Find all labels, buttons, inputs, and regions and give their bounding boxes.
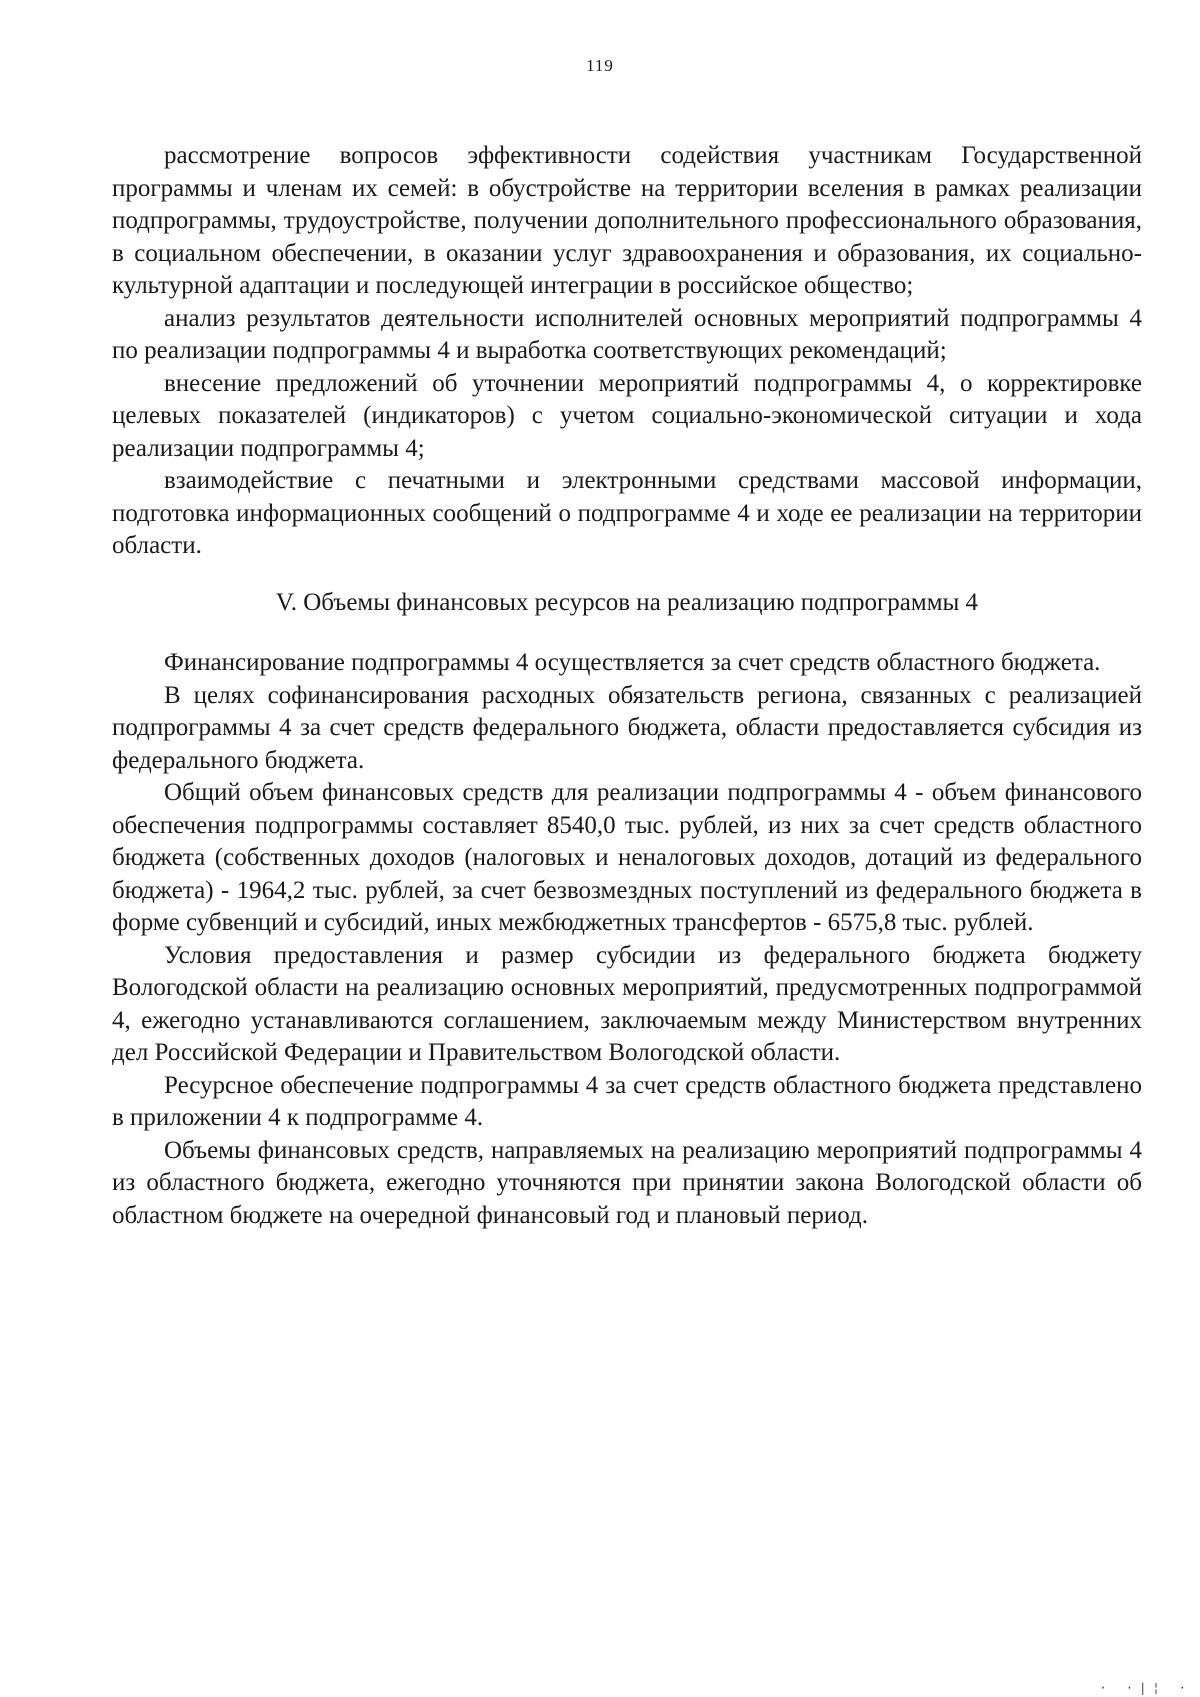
paragraph: Ресурсное обеспечение подпрограммы 4 за счет средств областного бюджета представлено в приложении 4 к подпрограмме 4. [112, 1071, 1142, 1131]
paragraph: Общий объем финансовых средств для реализации подпрограммы 4 - объем финансового обеспечения подпрограммы составляет 8540,0 тыс. рублей, из них за счет средств областного бюджета (собственных доходов (налоговых и неналоговых доходов, дотаций из федерального бюджета) - 1964,2 тыс. рублей, за счет безвозмездных поступлений из федерального бюджета в форме субвенций и субсидий, иных межбюджетных трансфертов - 6575,8 тыс. рублей. [112, 779, 1142, 936]
section-heading: V. Объемы финансовых ресурсов на реализацию подпрограммы 4 [275, 588, 979, 616]
paragraph: Объемы финансовых средств, направляемых на реализацию мероприятий подпрограммы 4 из областного бюджета, ежегодно уточняются при принятии закона Вологодской области об областном бюджете на очередной финансовый год и плановый период. [112, 1136, 1142, 1229]
scan-artifact: · ·|¦ · [1099, 1681, 1192, 1695]
paragraph: Финансирование подпрограммы 4 осуществляется за счет средств областного бюджета. [164, 649, 1101, 676]
paragraph: В целях софинансирования расходных обязательств региона, связанных с реализацией подпрограммы 4 за счет средств федерального бюджета, области предоставляется субсидия из федерального бюджета. [112, 681, 1142, 774]
paragraph: взаимодействие с печатными и электронными средствами массовой информации, подготовка информационных сообщений о подпрограмме 4 и ходе ее реализации на территории области. [112, 467, 1142, 559]
paragraph: анализ результатов деятельности исполнителей основных мероприятий подпрограммы 4 по реализации подпрограммы 4 и выработка соответствующих рекомендаций; [112, 304, 1142, 364]
page-number: 119 [586, 56, 614, 75]
document-body [112, 140, 1142, 1232]
paragraph: Условия предоставления и размер субсидии из федерального бюджета бюджету Вологодской области на реализацию основных мероприятий, предусмотренных подпрограммой 4, ежегодно устанавливаются соглашением, заключаемым между Министерством внутренних дел Российской Федерации и Правительством Вологодской области. [112, 941, 1142, 1066]
paragraph: внесение предложений об уточнении мероприятий подпрограммы 4, о корректировке целевых показателей (индикаторов) с учетом социально-экономической ситуации и хода реализации подпрограммы 4; [112, 369, 1142, 462]
paragraph: рассмотрение вопросов эффективности содействия участникам Государственной программы и членам их семей: в обустройстве на территории вселения в рамках реализации подпрограммы, трудоустройстве, получении дополнительного профессионального образования, в социальном обеспечении, в оказании услуг здравоохранения и образования, их социально-культурной адаптации и последующей интеграции в российское общество; [112, 142, 1142, 299]
